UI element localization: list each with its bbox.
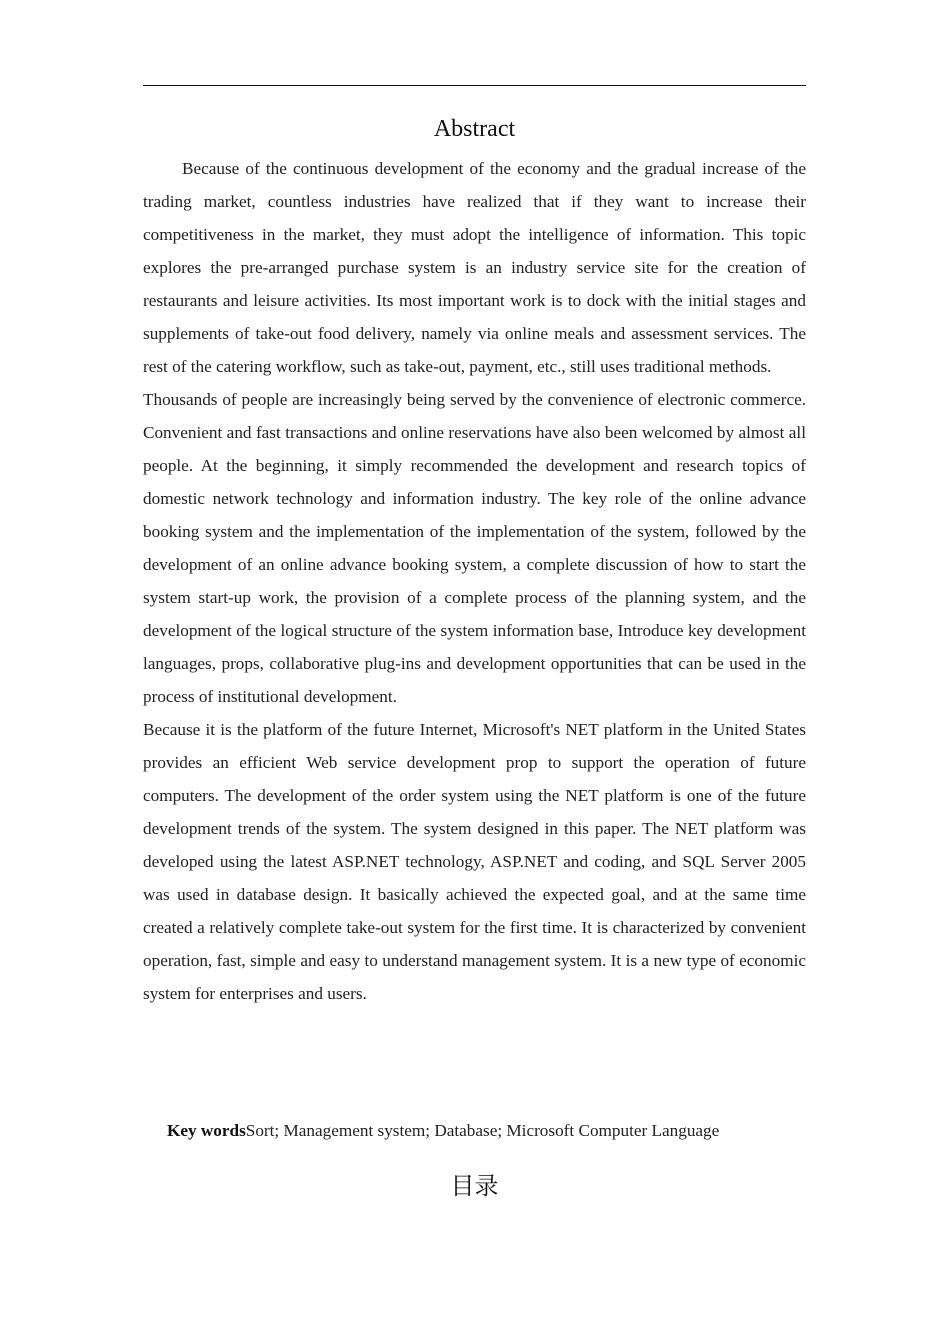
abstract-paragraph-3: Because it is the platform of the future Internet, Microsoft's NET platform in the United States provides an efficient Web service development prop to support the operation of future computers. The development of the order system using the NET platform is one of the future development trends of the system. The system designed in this paper. The NET platform was developed using the latest ASP.NET technology, ASP.NET and coding, and SQL Server 2005 was used in database design. It basically achieved the expected goal, and at the same time created a relatively complete take-out system for the first time. It is characterized by convenient operation, fast, simple and easy to understand management system. It is a new type of economic system for enterprises and users. [143, 720, 806, 1003]
keywords-text: Sort; Management system; Database; Microsoft Computer Language [245, 1121, 720, 1140]
abstract-title: Abstract [433, 116, 516, 142]
toc-title: 目录 [450, 1172, 499, 1200]
abstract-paragraph-2: Thousands of people are increasingly being served by the convenience of electronic commerce. Convenient and fast transactions and online reservations have also been welcomed by almost all people. At the beginning, it simply recommended the development and research topics of domestic network technology and information industry. The key role of the online advance booking system and the implementation of the implementation of the system, followed by the development of an online advance booking system, a complete discussion of how to start the system start-up work, the provision of a complete process of the planning system, and the development of the logical structure of the system information base, Introduce key development languages, props, collaborative plug-ins and development opportunities that can be used in the process of institutional development. [143, 390, 806, 706]
abstract-paragraph-1: Because of the continuous development of the economy and the gradual increase of the trading market, countless industries have realized that if they want to increase their competitiveness in the market, they must adopt the intelligence of information. This topic explores the pre-arranged purchase system is an industry service site for the creation of restaurants and leisure activities. Its most important work is to dock with the initial stages and supplements of take-out food delivery, namely via online meals and assessment services. The rest of the catering workflow, such as take-out, payment, etc., still uses traditional methods. [143, 159, 806, 376]
header-rule [143, 85, 806, 86]
keywords-label: Key words [167, 1121, 246, 1140]
abstract-body [143, 152, 806, 1010]
keywords-line [167, 1114, 817, 1147]
